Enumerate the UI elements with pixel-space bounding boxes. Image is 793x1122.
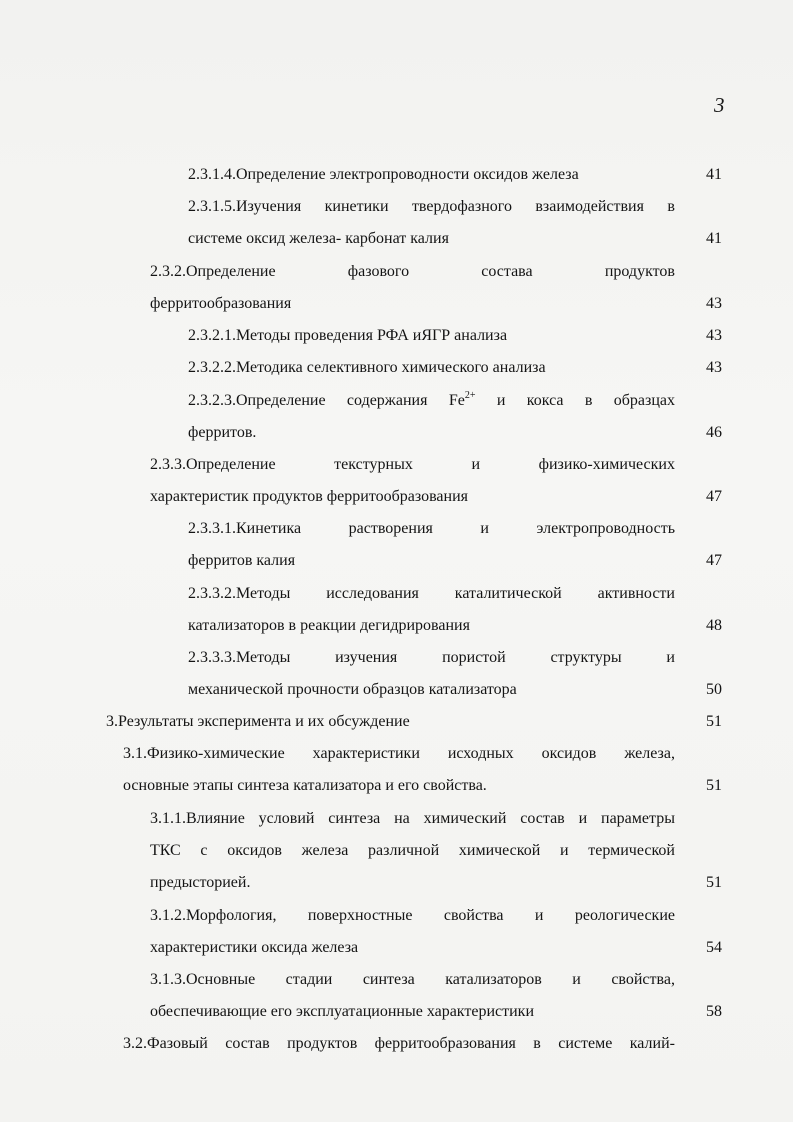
toc-entry-2-3-2-2: 2.3.2.2.Методика селективного химического анализа <box>188 359 546 376</box>
toc-page-number: 41 <box>706 166 722 183</box>
toc-entry-3-1-2 <box>150 906 675 926</box>
toc-word: и <box>560 842 569 859</box>
toc-word: 3.1.2.Морфология, <box>150 907 277 924</box>
toc-entry-2-3-1-5 <box>188 197 675 217</box>
toc-entry-continuation: ферритообразования <box>150 295 292 312</box>
toc-word: и <box>666 649 675 666</box>
toc-word: продуктов <box>287 1035 358 1052</box>
toc-entry-continuation: катализаторов в реакции дегидрирования <box>188 617 470 634</box>
toc-word: свойства <box>443 907 504 924</box>
toc-entry-continuation: характеристик продуктов ферритообразования <box>150 488 468 505</box>
toc-word: Fe <box>448 392 465 409</box>
toc-word: текстурных <box>334 456 413 473</box>
toc-word: в <box>667 198 675 215</box>
toc-word: ферритообразования <box>374 1035 516 1052</box>
toc-word: 2.3.3.3.Методы <box>188 649 291 666</box>
toc-word: и <box>572 971 581 988</box>
toc-entry-3-1-1 <box>150 809 675 829</box>
toc-word: исходных <box>447 745 514 762</box>
toc-word: условий <box>258 810 315 827</box>
toc-entry-continuation: ферритов калия <box>188 552 296 569</box>
toc-entry-continuation: системе оксид железа- карбонат калия <box>188 230 449 247</box>
toc-word: железа <box>301 842 349 859</box>
toc-word: взаимодействия <box>535 198 644 215</box>
toc-word: изучения <box>335 649 398 666</box>
toc-word: различной <box>368 842 440 859</box>
toc-page-number: 54 <box>706 939 722 956</box>
toc-word: электропроводность <box>536 520 675 537</box>
toc-word: содержания <box>346 392 428 409</box>
toc-entry-2-3-3 <box>150 455 675 475</box>
toc-word: 2.3.3.Определение <box>150 456 276 473</box>
toc-entry-2-3-3-2 <box>188 584 675 604</box>
toc-word: и <box>496 392 506 409</box>
toc-word: свойства, <box>611 971 675 988</box>
toc-word: физико-химических <box>538 456 675 473</box>
toc-word: состав <box>520 810 565 827</box>
toc-word: синтеза <box>328 810 381 827</box>
page-number: 3 <box>714 93 725 117</box>
toc-word: на <box>394 810 410 827</box>
toc-word: исследования <box>326 585 419 602</box>
toc-word: термической <box>588 842 675 859</box>
toc-word: калий- <box>629 1035 675 1052</box>
toc-word: и <box>471 456 481 473</box>
toc-word: в <box>584 392 593 409</box>
toc-page-number: 48 <box>706 617 722 634</box>
toc-word: 2.3.2.3.Определение <box>188 392 326 409</box>
toc-entry-continuation: ферритов. <box>188 424 257 441</box>
toc-word: 3.1.1.Влияние <box>150 810 245 827</box>
toc-word: активности <box>597 585 675 602</box>
toc-word: и <box>534 907 544 924</box>
toc-word: катализаторов <box>445 971 542 988</box>
toc-page-number: 41 <box>706 230 722 247</box>
toc-word-fe-ion <box>449 391 476 411</box>
toc-word: поверхностные <box>307 907 413 924</box>
toc-page-number: 50 <box>706 681 722 698</box>
toc-word: структуры <box>550 649 622 666</box>
toc-page-number: 43 <box>706 295 722 312</box>
toc-word: с <box>200 842 208 859</box>
toc-word: каталитической <box>454 585 562 602</box>
toc-page-number: 51 <box>706 874 722 891</box>
toc-entry-continuation: предысторией. <box>150 874 251 891</box>
toc-word: характеристики <box>312 745 420 762</box>
toc-entry-2-3-2 <box>150 262 675 282</box>
toc-word: железа, <box>624 745 675 762</box>
toc-entry-continuation: характеристики оксида железа <box>150 939 359 956</box>
toc-entry-continuation: механической прочности образцов катализатора <box>188 681 517 698</box>
toc-word: кинетики <box>324 198 389 215</box>
toc-word: 2.3.3.2.Методы <box>188 585 291 602</box>
toc-word: состав <box>225 1035 270 1052</box>
toc-page-number: 47 <box>706 488 722 505</box>
superscript-charge: 2+ <box>464 390 476 401</box>
toc-entry-2-3-3-3 <box>188 648 675 668</box>
toc-word: оксидов <box>541 745 597 762</box>
toc-entry-2-3-2-1: 2.3.2.1.Методы проведения РФА иЯГР анализа <box>188 327 508 344</box>
toc-page-number: 51 <box>706 777 722 794</box>
toc-entry-continuation <box>150 841 675 861</box>
toc-word: и <box>480 520 489 537</box>
toc-word: ТКС <box>150 842 181 859</box>
toc-word: 3.2.Фазовый <box>123 1035 208 1052</box>
toc-word: кокса <box>526 392 564 409</box>
toc-page-number: 43 <box>706 359 722 376</box>
toc-word: в <box>533 1035 541 1052</box>
toc-word: и <box>578 810 588 827</box>
toc-page-number: 58 <box>706 1003 722 1020</box>
toc-word: оксидов <box>227 842 282 859</box>
toc-word: фазового <box>347 263 410 280</box>
toc-word: химический <box>423 810 507 827</box>
toc-word: стадии <box>285 971 333 988</box>
toc-word: растворения <box>348 520 433 537</box>
toc-entry-3-1-3 <box>150 970 675 990</box>
toc-entry-continuation: обеспечивающие его эксплуатационные характеристики <box>150 1003 535 1020</box>
toc-page-number: 47 <box>706 552 722 569</box>
toc-entry-2-3-3-1 <box>188 519 675 539</box>
toc-page-number: 43 <box>706 327 722 344</box>
toc-word: системе <box>558 1035 613 1052</box>
toc-word: 2.3.3.1.Кинетика <box>188 520 302 537</box>
toc-entry-2-3-2-3 <box>188 391 675 411</box>
toc-word: химической <box>458 842 541 859</box>
toc-word: 3.1.3.Основные <box>150 971 256 988</box>
toc-word: пористой <box>442 649 506 666</box>
toc-word: твердофазного <box>411 198 512 215</box>
toc-entry-2-3-1-4: 2.3.1.4.Определение электропроводности оксидов железа <box>188 166 579 183</box>
toc-entry-3-2 <box>123 1034 675 1054</box>
toc-entry-3-1 <box>123 744 675 764</box>
toc-word: продуктов <box>604 263 675 280</box>
toc-word: реологические <box>574 907 675 924</box>
toc-page-number: 51 <box>706 713 722 730</box>
toc-word: образцах <box>613 392 675 409</box>
toc-word: состава <box>481 263 533 280</box>
toc-word: 2.3.2.Определение <box>150 263 276 280</box>
toc-entry-continuation: основные этапы синтеза катализатора и его свойства. <box>123 777 487 794</box>
toc-entry-3: 3.Результаты эксперимента и их обсуждение <box>106 713 410 730</box>
toc-word: синтеза <box>362 971 415 988</box>
toc-word: 3.1.Физико-химические <box>123 745 285 762</box>
toc-word: параметры <box>601 810 675 827</box>
toc-word: 2.3.1.5.Изучения <box>188 198 302 215</box>
toc-page-number: 46 <box>706 424 722 441</box>
